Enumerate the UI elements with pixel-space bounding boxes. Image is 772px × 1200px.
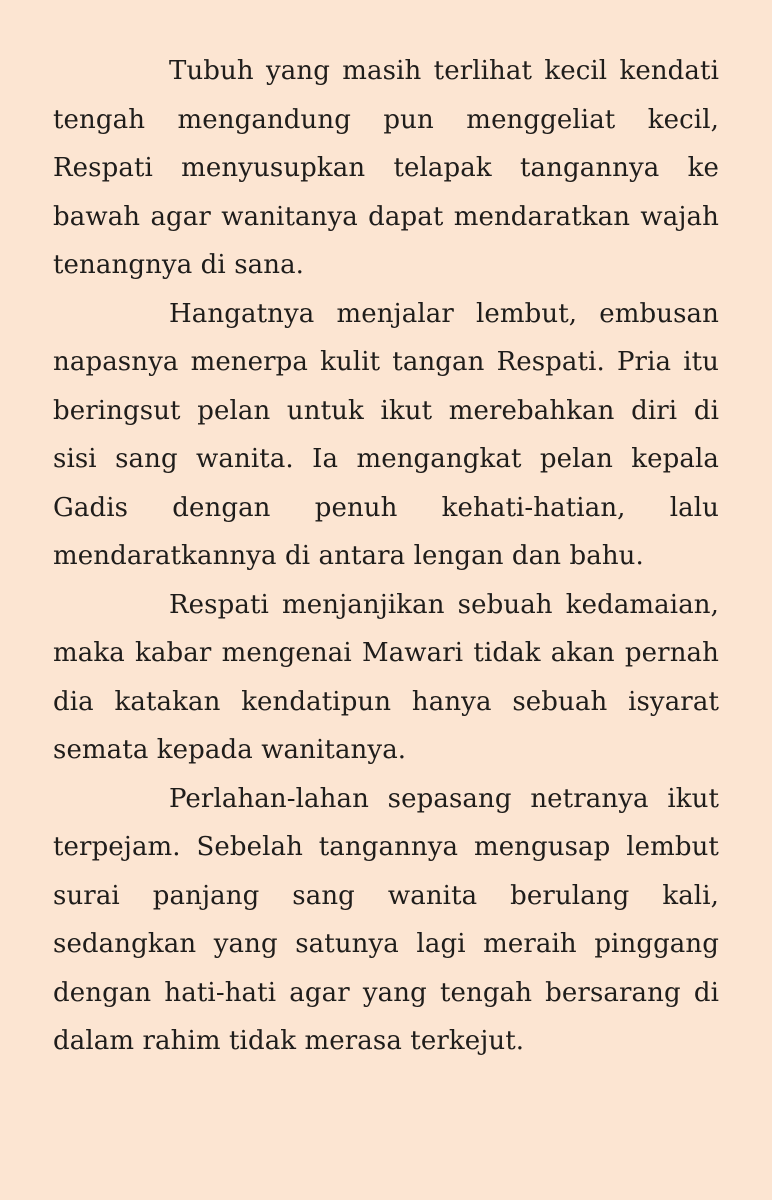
paragraph-2: Hangatnya menjalar lembut, embusan napasnya menerpa kulit tangan Respati. Pria itu beringsut pelan untuk ikut merebahkan diri di sisi sang wanita. Ia mengangkat pelan kepala Gadis dengan penuh kehati-hatian, lalu mendaratkannya di antara lengan dan bahu.	[53, 298, 719, 571]
paragraph-3: Respati menjanjikan sebuah kedamaian, maka kabar mengenai Mawari tidak akan pernah dia katakan kendatipun hanya sebuah isyarat semata kepada wanitanya.	[53, 589, 719, 765]
paragraph-1: Tubuh yang masih terlihat kecil kendati tengah mengandung pun menggeliat kecil, Respati menyusupkan telapak tangannya ke bawah agar wanitanya dapat mendaratkan wajah tenangnya di sana.	[53, 56, 719, 280]
paragraph-4: Perlahan-lahan sepasang netranya ikut terpejam. Sebelah tangannya mengusap lembut surai panjang sang wanita berulang kali, sedangkan yang satunya lagi meraih pinggang dengan hati-hati agar yang tengah bersarang di dalam rahim tidak merasa terkejut.	[53, 783, 719, 1056]
